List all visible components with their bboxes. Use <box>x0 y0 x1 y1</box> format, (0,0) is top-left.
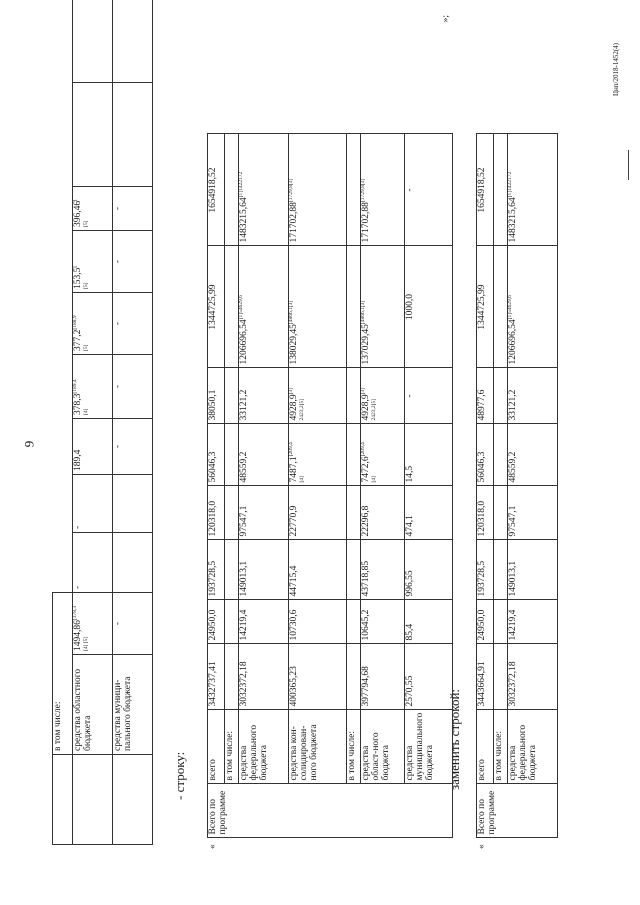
top-row-label: средства областного бюджета <box>73 655 113 755</box>
quote-open: « <box>477 838 558 852</box>
top-cell: - <box>113 419 153 475</box>
top-cell: - <box>113 293 153 355</box>
caption-old: - строку: <box>172 751 187 800</box>
top-cell: 189,4 <box>73 419 113 475</box>
document-code: Цнп/2018-1452(4) <box>612 43 620 96</box>
mid-end-cell: »; <box>440 15 451 23</box>
top-cell: 153,5[ [5] <box>73 231 113 293</box>
top-cell: - <box>73 533 113 593</box>
quote-open: « <box>208 838 453 852</box>
top-cell: $1494,86^{[378,3}$ [4] [5] <box>73 593 113 655</box>
top-cell: - <box>113 187 153 231</box>
top-row-empty <box>73 755 113 845</box>
row-name: в том числе: <box>347 710 361 784</box>
row-name: средства кон-солидирован-ного бюджета <box>289 710 347 784</box>
top-cell <box>73 0 113 83</box>
program-label: Всего по программе <box>208 784 453 838</box>
row-name: всего <box>477 710 494 784</box>
top-header-empty <box>53 755 73 845</box>
top-cell: $378,3^{[189,4}$ [4] <box>73 355 113 419</box>
top-cell: - <box>113 231 153 293</box>
bottom-table: « Всего по программе всего 3443664,91 24950,0 193728,5 120318,0 56046,3 48977,6 1344725,99 1654918,52 в том числе: средства федерального бюджета 3032372,18 14219,4 149013,1 97547,1 48559,2 33121,2 $1206696,54^{[1]54629,6}$ $1483215,64^{[1]1422172}$ <box>476 12 558 852</box>
page-number: 9 <box>21 440 37 448</box>
caption-new: заменить строкой: <box>447 688 462 790</box>
top-cell <box>73 83 113 187</box>
row-name: средства федерального бюджета <box>508 710 558 784</box>
top-cell: - <box>113 355 153 419</box>
top-cell: - <box>73 475 113 533</box>
top-header-in-that: в том числе: <box>53 593 73 755</box>
row-name: в том числе: <box>225 710 239 784</box>
mid-table: « Всего по программе всего 3432737,41 24950,0 193728,5 120318,0 56046,3 38050,1 1344725,99 1654918,52 »; в том числе: средства федерального бюджета 3032372,18 14219,4 149013,1 97547,1 48559,2 33121,2 $1206696,54^{[1]54629,6}$ $1483215,64^{[1]1422172}$ средства кон-солидирован-ного бюджета 400365,23 10730,6 44715,4 22770,9 $7487,1^{[209,4}$ [4] 4928,9[3] 2423,2[5] 138029,45[4866,1[3] 171702,88[1729,8[3] в том числе: средства област-ного бюджета 397794,68 10645,2 43718,85 22296,8 $7472,6^{[209,4}$ [4] 4928,9[3] 2423,2[5] 137029,45[4866,1[3] 171702,88[1729,8[3] средства муниципального бюджета 2570,55 85,4 996,55 474,1 14,5 - 1000,0 - <box>207 12 453 852</box>
row-name: всего <box>208 710 225 784</box>
top-table <box>52 0 153 845</box>
row-name: средства федерального бюджета <box>239 710 289 784</box>
row-name: средства муниципального бюджета <box>405 710 453 784</box>
program-label: Всего по программе <box>477 784 558 838</box>
top-cell: $377,2^{[188,9}$ [5] <box>73 293 113 355</box>
top-table-block <box>52 0 153 845</box>
bottom-table-block <box>476 12 558 852</box>
row-name: в том числе: <box>494 710 508 784</box>
row-name: средства област-ного бюджета <box>361 710 405 784</box>
mid-table-block <box>207 12 453 852</box>
top-cell: - <box>113 593 153 655</box>
top-row-empty <box>113 755 153 845</box>
top-row-label: средства муници-пального бюджета <box>113 655 153 755</box>
top-end-cell <box>113 0 153 83</box>
margin-mark <box>628 150 629 180</box>
top-cell: 396,46[ [5] <box>73 187 113 231</box>
